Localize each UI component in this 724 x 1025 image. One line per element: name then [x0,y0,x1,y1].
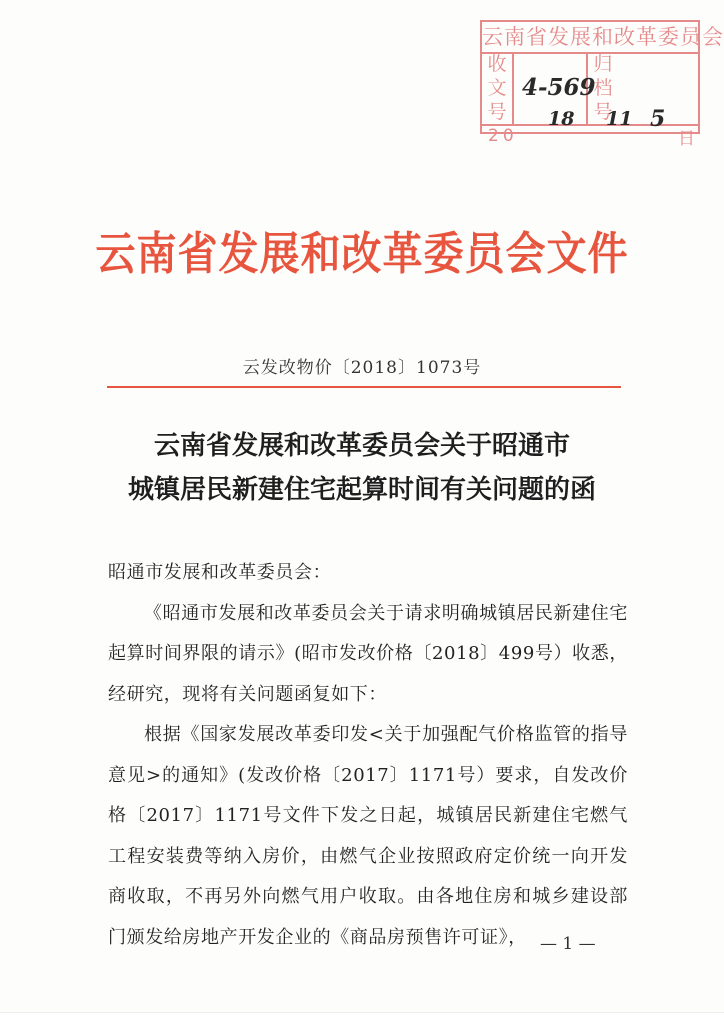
scan-bottom-edge [0,1012,724,1025]
body-paragraph-2: 根据《国家发展改革委印发<关于加强配气价格监管的指导意见>的通知》(发改价格〔2017〕1171号）要求，自发改价格〔2017〕1171号文件下发之日起，城镇居民新建住宅燃气工程安装费等纳入房价，由燃气企业按照政府定价统一向开发商收取，不再另外向燃气用户收取。由各地住房和城乡建设部门颁发给房地产开发企业的《商品房预售许可证》， [108,724,628,948]
handwritten-receipt-number: 4-569 [522,74,596,101]
handwritten-year: 18 [548,108,575,130]
stamp-archive-label: 归档号 [586,52,618,124]
handwritten-month: 11 [606,108,633,130]
stamp-receipt-label: 收文号 [482,52,514,124]
title-line-2: 城镇居民新建住宅起算时间有关问题的函 [127,475,596,505]
issuer-header: 云南省发展和改革委员会文件 [95,228,629,281]
stamp-day-suffix: 日 [678,129,695,149]
red-divider-line [107,386,621,388]
document-body [108,553,628,958]
body-paragraph-1: 《昭通市发展和改革委员会关于请求明确城镇居民新建住宅起算时间界限的请示》(昭市发改价格〔2018〕499号）收悉，经研究，现将有关问题函复如下： [108,602,628,705]
salutation: 昭通市发展和改革委员会： [108,562,332,583]
document-title [0,424,724,512]
stamp-year-prefix: 20 [488,126,518,146]
title-line-1: 云南省发展和改革委员会关于昭通市 [153,431,570,461]
stamp-org-name: 云南省发展和改革委员会 [482,22,698,54]
document-number: 云发改物价〔2018〕1073号 [242,358,482,378]
page-number: — 1 — [540,934,596,954]
handwritten-day: 5 [650,106,666,132]
